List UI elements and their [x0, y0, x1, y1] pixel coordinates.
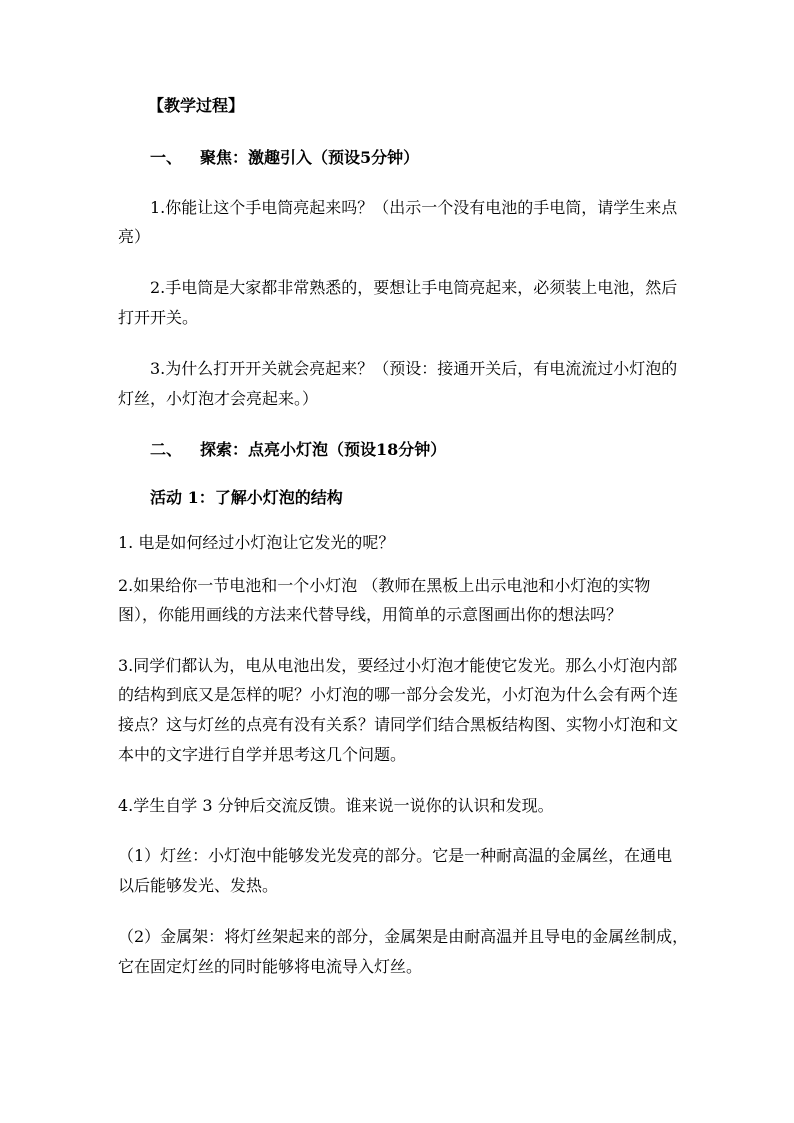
section-title: 【教学过程】 — [148, 96, 245, 115]
finding-1-line1: （1）灯丝：小灯泡中能够发光发亮的部分。它是一种耐高温的金属丝，在通电 — [118, 846, 673, 865]
activity-item-4: 4.学生自学 3 分钟后交流反馈。谁来说一说你的认识和发现。 — [118, 796, 554, 815]
paragraph-1-3-line1: 3.为什么打开开关就会亮起来？（预设：接通开关后，有电流流过小灯泡的 — [150, 359, 678, 378]
part2-title: 探索：点亮小灯泡（预设18分钟） — [200, 440, 447, 459]
finding-2-line1: （2）金属架：将灯丝架起来的部分，金属架是由耐高温并且导电的金属丝制成， — [118, 927, 689, 946]
paragraph-1-3-line2: 灯丝，小灯泡才会亮起来。） — [118, 389, 319, 408]
activity-item-3-line1: 3.同学们都认为，电从电池出发，要经过小灯泡才能使它发光。那么小灯泡内部 — [118, 656, 678, 675]
paragraph-1-2-line1: 2.手电筒是大家都非常熟悉的，要想让手电筒亮起来，必须装上电池，然后 — [150, 278, 678, 297]
activity-item-2-line2: 图），你能用画线的方法来代替导线，用简单的示意图画出你的想法吗？ — [118, 605, 623, 624]
part2-heading — [150, 440, 446, 460]
part1-number: 一、 — [150, 148, 183, 167]
paragraph-1-1-line1: 1.你能让这个手电筒亮起来吗？（出示一个没有电池的手电筒，请学生来点 — [150, 198, 678, 217]
paragraph-1-2-line2: 打开开关。 — [118, 308, 199, 327]
part1-heading — [150, 148, 419, 168]
finding-2-line2: 它在固定灯丝的同时能够将电流导入灯丝。 — [118, 957, 423, 976]
activity-item-2-line1: 2.如果给你一节电池和一个小灯泡 （教师在黑板上出示电池和小灯泡的实物 — [118, 576, 651, 595]
activity-item-3-line2: 的结构到底又是怎样的呢？小灯泡的哪一部分会发光，小灯泡为什么会有两个连 — [118, 685, 679, 704]
activity-item-1: 1. 电是如何经过小灯泡让它发光的呢？ — [118, 533, 395, 552]
part2-number: 二、 — [150, 440, 183, 459]
paragraph-1-1-line2: 亮） — [118, 227, 151, 246]
activity-item-3-line3: 接点？这与灯丝的点亮有没有关系？请同学们结合黑板结构图、实物小灯泡和文 — [118, 715, 679, 734]
finding-1-line2: 以后能够发光、发热。 — [118, 876, 279, 895]
part1-title: 聚焦：激趣引入（预设5分钟） — [200, 148, 420, 167]
activity-item-3-line4: 本中的文字进行自学并思考这几个问题。 — [118, 745, 407, 764]
activity1-heading: 活动 1：了解小灯泡的结构 — [150, 488, 343, 507]
